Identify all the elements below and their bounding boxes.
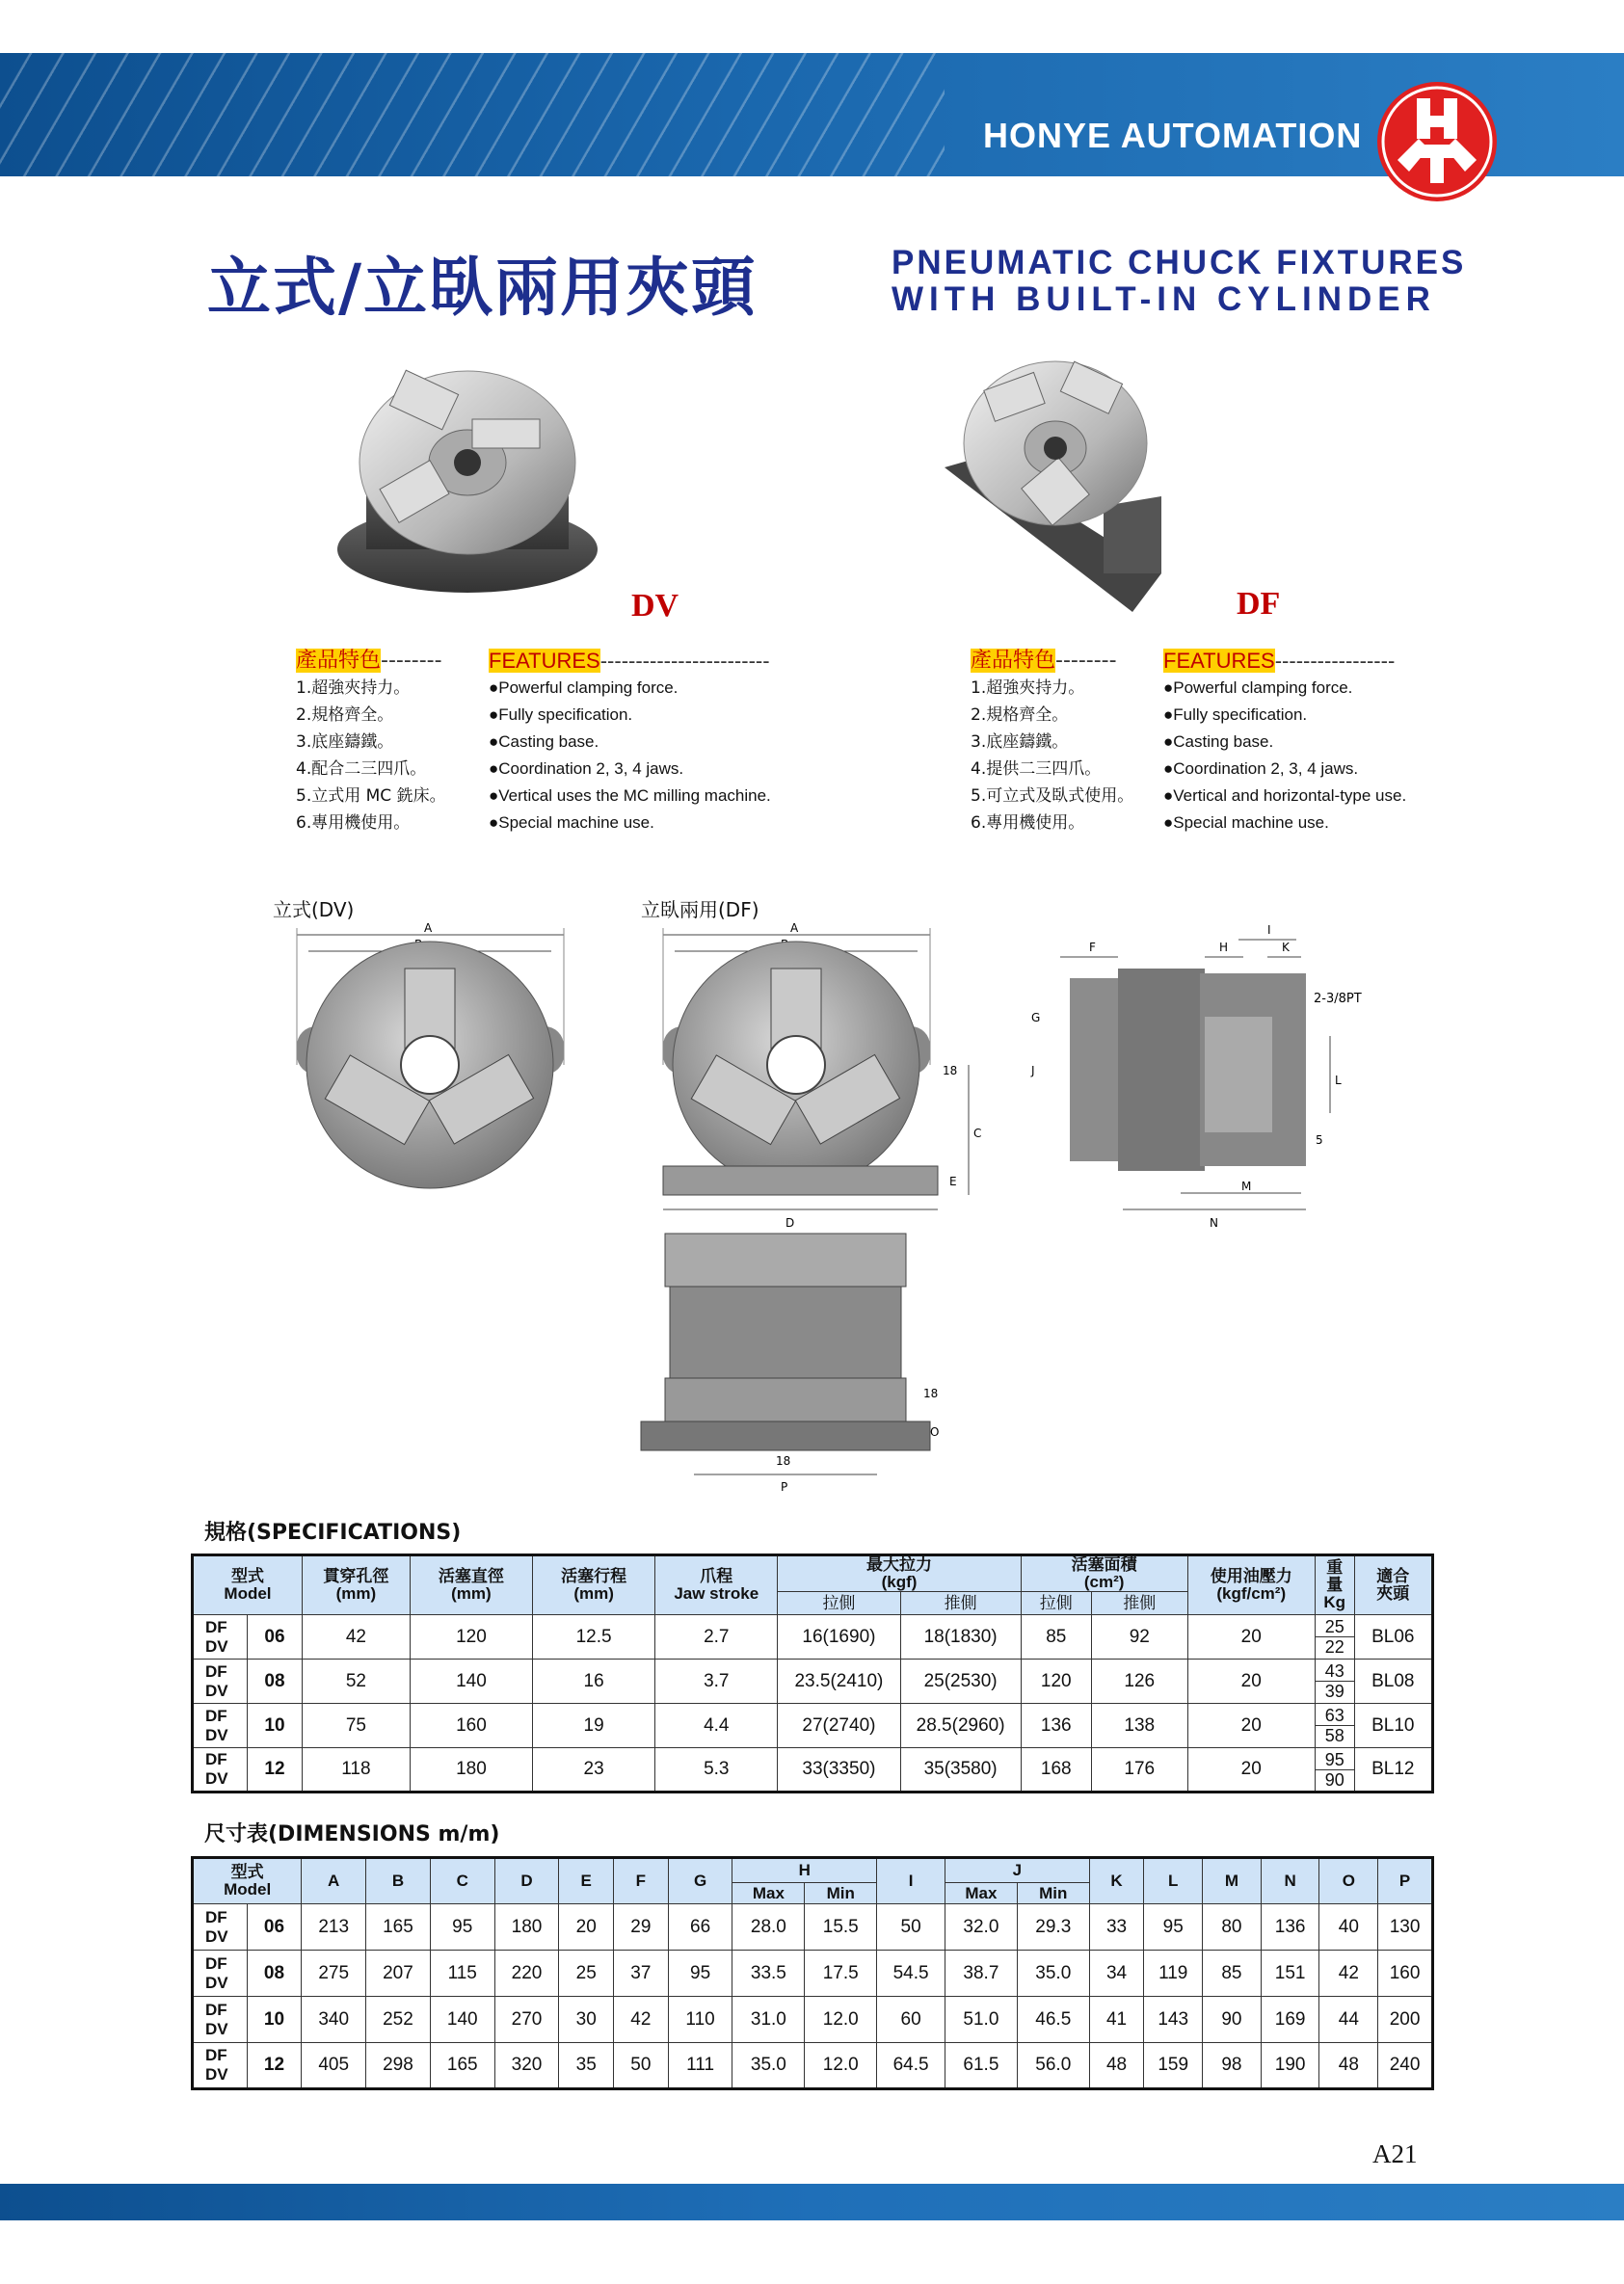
svg-text:E: E xyxy=(949,1175,957,1188)
svg-text:F: F xyxy=(1089,941,1096,954)
table-row: DF DV 08 52 140 16 3.7 23.5(2410) 25(2530) 120 126 20 43 39 BL08 xyxy=(193,1660,1433,1704)
dims-header-row: 型式 Model A B C D E F G H I J K L M N O P xyxy=(193,1858,1433,1883)
brand-name: HONYE AUTOMATION xyxy=(983,116,1363,155)
dv-features-en: FEATURES------------------------ ●Powerful clamping force. ●Fully specification. ●Casting base. ●Coordination 2, 3, 4 jaws. ●Vertical uses the MC milling machine. ●Special machine use. xyxy=(489,649,771,832)
dv-front-drawing xyxy=(270,920,588,1209)
specs-title: 規格(SPECIFICATIONS) xyxy=(204,1521,462,1545)
svg-text:D: D xyxy=(785,1216,795,1230)
svg-text:G: G xyxy=(1031,1011,1041,1024)
svg-text:N: N xyxy=(1210,1216,1218,1230)
svg-text:18: 18 xyxy=(923,1387,939,1400)
svg-text:18: 18 xyxy=(776,1454,791,1468)
svg-text:C: C xyxy=(973,1127,982,1140)
dv-chuck-photo xyxy=(328,357,598,607)
page-number: A21 xyxy=(1372,2139,1418,2168)
table-row: DF DV 06 42 120 12.5 2.7 16(1690) 18(1830) 85 92 20 25 22 BL06 xyxy=(193,1615,1433,1660)
table-row: DF DV 10 75 160 19 4.4 27(2740) 28.5(2960) 136 138 20 63 58 BL10 xyxy=(193,1704,1433,1748)
svg-text:I: I xyxy=(1267,923,1271,937)
df-features-en: FEATURES----------------- ●Powerful clamping force. ●Fully specification. ●Casting base. ●Coordination 2, 3, 4 jaws. ●Vertical and horizontal-type use. ●Special machine use. xyxy=(1163,649,1407,832)
svg-text:A: A xyxy=(790,921,799,935)
svg-text:18: 18 xyxy=(943,1064,958,1077)
df-chuck-photo xyxy=(940,352,1171,622)
svg-text:2-3/8PT: 2-3/8PT xyxy=(1314,992,1362,1006)
df-front-drawing xyxy=(636,920,1002,1238)
svg-text:A: A xyxy=(424,921,433,935)
svg-text:O: O xyxy=(930,1425,940,1439)
df-side-drawing xyxy=(636,1229,945,1499)
svg-text:M: M xyxy=(1241,1180,1252,1193)
df-drawing-label: 立臥兩用(DF) xyxy=(641,898,759,921)
footer-bar xyxy=(0,2184,1624,2220)
svg-text:J: J xyxy=(1031,1064,1035,1077)
header-stripes xyxy=(0,53,945,176)
dims-title: 尺寸表(DIMENSIONS m/m) xyxy=(204,1822,500,1846)
table-row: DF DV 08 275 207 115 220 25 37 95 33.5 17.5 54.5 38.7 35.0 34 119 85 151 42 160 xyxy=(193,1951,1433,1997)
page-title-en: PNEUMATIC CHUCK FIXTURES WITH BUILT-IN CYLINDER xyxy=(892,244,1467,318)
dv-model-tag: DV xyxy=(631,588,679,624)
svg-text:K: K xyxy=(1282,941,1290,954)
table-row: DF DV 06 213 165 95 180 20 29 66 28.0 15.5 50 32.0 29.3 33 95 80 136 40 130 xyxy=(193,1904,1433,1951)
dims-table: 型式 Model A B C D E F G H I J K L M N O P Max Min Max Min DF DV 06 213 165 95 180 20 29 66 28.0 15.5 50 32.0 29.3 33 95 80 136 40 130 DF DV 08 275 207 115 220 25 37 95 33.5 17.5 54.5 38.7 35.0 34 119 85 151 42 160 DF DV 10 340 252 140 270 30 42 110 31.0 12.0 60 51.0 46.5 41 143 90 169 44 200 DF DV 12 405 298 165 320 35 50 111 35.0 12.0 64.5 61.5 56.0 48 159 98 190 48 240 xyxy=(191,1856,1434,2090)
table-row: DF DV 12 405 298 165 320 35 50 111 35.0 12.0 64.5 61.5 56.0 48 159 98 190 48 240 xyxy=(193,2043,1433,2089)
honye-logo-icon xyxy=(1376,81,1498,202)
svg-text:P: P xyxy=(781,1480,788,1494)
df-features-cn: 產品特色-------- 1.超強夾持力。 2.規格齊全。 3.底座鑄鐵。 4.提供二三四爪。 5.可立式及臥式使用。 6.專用機使用。 xyxy=(971,649,1134,833)
page-title-cn: 立式/立臥兩用夾頭 xyxy=(207,251,758,325)
dv-drawing-label: 立式(DV) xyxy=(273,898,355,921)
specs-table: 型式 Model 貫穿孔徑 (mm) 活塞直徑 (mm) 活塞行程 (mm) 爪程 Jaw stroke 最大拉力 (kgf) 活塞面積 (cm²) 使用油壓力 (kgf/cm²) 重 量 Kg 適合 夾頭 拉側 推側 拉側 推側 DF DV 06 42 120 12.5 2.7 16(1690) 18(1830) 85 92 20 25 22 BL06 DF DV 08 52 140 16 3.7 23.5(2410) 25(2530) 120 126 20 43 39 BL08 DF DV 10 75 160 19 4.4 27(2740) 28.5(2960) 136 138 20 63 58 BL10 DF DV 12 118 180 23 5.3 33(3350) 35(3580) 168 176 20 95 90 BL12 xyxy=(191,1554,1434,1793)
side-section-drawing xyxy=(1022,920,1388,1248)
table-row: DF DV 12 118 180 23 5.3 33(3350) 35(3580) 168 176 20 95 90 BL12 xyxy=(193,1748,1433,1793)
svg-text:L: L xyxy=(1335,1074,1342,1087)
svg-text:H: H xyxy=(1219,941,1229,954)
dv-features-cn: 產品特色-------- 1.超強夾持力。 2.規格齊全。 3.底座鑄鐵。 4.配合二三四爪。 5.立式用 MC 銑床。 6.專用機使用。 xyxy=(296,649,446,833)
table-row: DF DV 10 340 252 140 270 30 42 110 31.0 12.0 60 51.0 46.5 41 143 90 169 44 200 xyxy=(193,1997,1433,2043)
df-model-tag: DF xyxy=(1237,586,1281,622)
svg-text:5: 5 xyxy=(1316,1133,1323,1147)
specs-header-row: 型式 Model 貫穿孔徑 (mm) 活塞直徑 (mm) 活塞行程 (mm) 爪程 Jaw stroke 最大拉力 (kgf) 活塞面積 (cm²) 使用油壓力 (kgf/cm²) 重 量 Kg 適合 夾頭 xyxy=(193,1555,1433,1592)
